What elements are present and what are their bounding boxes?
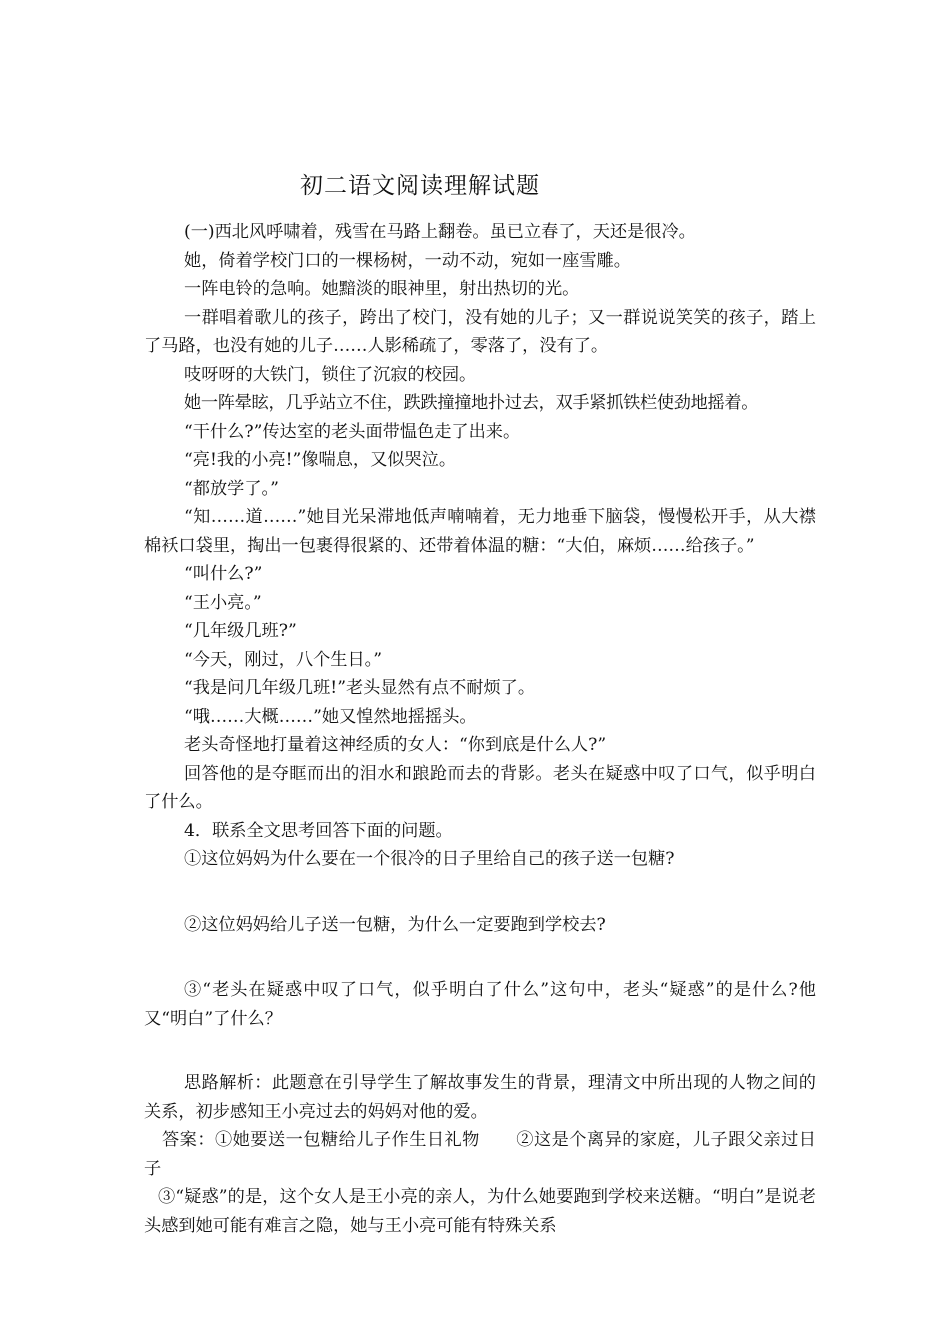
question-item: ②这位妈妈给儿子送一包糖，为什么一定要跑到学校去? — [184, 914, 606, 935]
passage-paragraph: “王小亮。” — [184, 592, 262, 613]
analysis-paragraph: 思路解析：此题意在引导学生了解故事发生的背景，理清文中所出现的人物之间的关系，初步感知王小亮过去的妈妈对他的爱。 — [144, 1073, 816, 1122]
answer-paragraph: ③“疑惑”的是，这个女人是王小亮的亲人，为什么她要跑到学校来送糖。“明白”是说老头感到她可能有难言之隐，她与王小亮可能有特殊关系 — [144, 1187, 816, 1236]
passage-paragraph: “干什么?”传达室的老头面带愠色走了出来。 — [184, 421, 521, 442]
passage-paragraph: 她，倚着学校门口的一棵杨树，一动不动，宛如一座雪雕。 — [184, 250, 631, 271]
passage-paragraph: “哦……大概……”她又惶然地摇摇头。 — [184, 706, 477, 727]
passage-paragraph: “知……道……”她目光呆滞地低声喃喃着，无力地垂下脑袋，慢慢松开手，从大襟棉袄口袋里，掏出一包裹得很紧的、还带着体温的糖：“大伯，麻烦……给孩子。” — [144, 507, 816, 556]
document-body — [144, 218, 816, 1240]
passage-paragraph: “叫什么?” — [184, 564, 263, 584]
question-item: ①这位妈妈为什么要在一个很冷的日子里给自己的孩子送一包糖? — [184, 849, 675, 869]
passage-paragraph: “我是问几年级几班!”老头显然有点不耐烦了。 — [184, 678, 536, 698]
passage-paragraph: 她一阵晕眩，几乎站立不住，跌跌撞撞地扑过去，双手紧抓铁栏使劲地摇着。 — [184, 393, 759, 413]
passage-paragraph: “都放学了。” — [184, 478, 279, 499]
answer-text-1: 答案：①她要送一包糖给儿子作生日礼物 — [162, 1130, 480, 1150]
passage-paragraph: “亮!我的小亮!”像喘息，又似哭泣。 — [184, 450, 457, 470]
answer-paragraph — [144, 1126, 816, 1183]
passage-paragraph: “今天，刚过，八个生日。” — [184, 649, 383, 670]
answer-text-2: ②这是个离异的家庭，儿子跟父亲过日子 — [144, 1130, 816, 1179]
answer-space — [144, 874, 816, 911]
passage-paragraph: (一)西北风呼啸着，残雪在马路上翻卷。虽已立春了，天还是很冷。 — [184, 222, 696, 242]
document-title: 初二语文阅读理解试题 — [300, 173, 540, 199]
passage-paragraph: 吱呀呀的大铁门，锁住了沉寂的校园。 — [184, 364, 477, 385]
passage-paragraph: 老头奇怪地打量着这神经质的女人：“你到底是什么人?” — [184, 735, 607, 755]
passage-paragraph: 回答他的是夺眶而出的泪水和踉跄而去的背影。老头在疑惑中叹了口气，似乎明白了什么。 — [144, 763, 816, 812]
question-item: ③“老头在疑惑中叹了口气，似乎明白了什么”这句中，老头“疑惑”的是什么?他又“明白”了什么？ — [144, 980, 816, 1029]
passage-paragraph: 一阵电铃的急响。她黯淡的眼神里，射出热切的光。 — [184, 279, 580, 299]
answer-space — [144, 1033, 816, 1069]
question-intro: 4．联系全文思考回答下面的问题。 — [184, 820, 453, 841]
passage-paragraph: “几年级几班?” — [184, 621, 297, 641]
answer-space — [144, 939, 816, 976]
passage-paragraph: 一群唱着歌儿的孩子，跨出了校门，没有她的儿子；又一群说说笑笑的孩子，踏上了马路，也没有她的儿子……人影稀疏了，零落了，没有了。 — [144, 307, 816, 356]
